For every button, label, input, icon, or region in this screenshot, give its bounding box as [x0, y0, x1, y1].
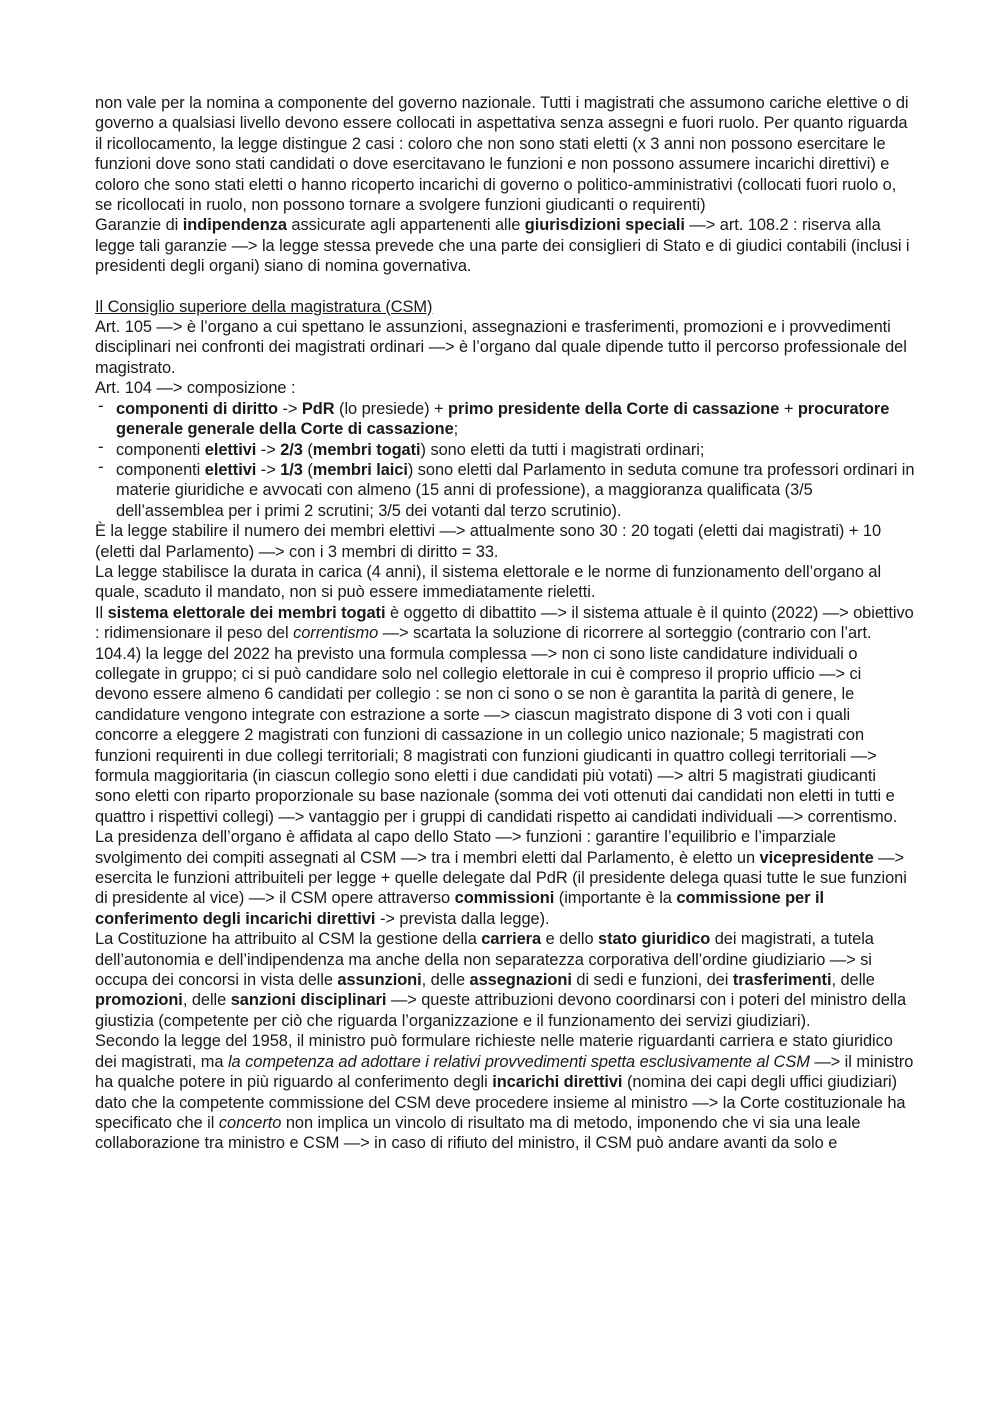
list-item — [95, 460, 915, 521]
paragraph — [95, 378, 915, 398]
bold-text: incarichi direttivi — [492, 1073, 623, 1092]
paragraph — [95, 521, 915, 562]
paragraph — [95, 215, 915, 276]
bold-text: primo presidente della Corte di cassazione — [448, 399, 780, 418]
bold-text: assunzioni — [337, 971, 422, 990]
text-run: ( — [302, 440, 313, 459]
text-run: , delle — [421, 971, 470, 990]
bold-text: promozioni — [95, 991, 183, 1010]
text-run: e dello — [541, 930, 599, 949]
text-run: , delle — [831, 971, 875, 990]
text-run: La Costituzione ha attribuito al CSM la gestione della — [95, 930, 482, 949]
bold-text: procuratore generale generale della Corte di cassazione — [116, 399, 890, 439]
text-run: Art. 104 —> composizione : — [95, 379, 296, 398]
bold-text: carriera — [481, 930, 542, 949]
bold-text: commissione per il conferimento degli incarichi direttivi — [95, 889, 824, 928]
text-run: , delle — [182, 991, 231, 1010]
italic-text: concerto — [218, 1113, 282, 1132]
paragraph — [95, 603, 915, 827]
bold-text: assegnazioni — [469, 971, 572, 990]
text-run: La legge stabilisce la durata in carica (4 anni), il sistema elettorale e le norme di funzionamento dell’organo al quale, scaduto il mandato, non si può essere immediatamente rieletti. — [95, 562, 882, 602]
text-run: (nomina dei capi degli uffici giudiziari) dato che la competente commissione del CSM deve procedere insieme al ministro —> la Corte costituzionale ha specificato che il — [95, 1073, 906, 1132]
italic-text: la competenza ad adottare i relativi provvedimenti spetta esclusivamente al CSM — [227, 1052, 810, 1071]
text-run: ) sono eletti da tutti i magistrati ordinari; — [420, 440, 705, 459]
text-run: -> prevista dalla legge). — [375, 909, 550, 928]
list-item — [95, 399, 915, 440]
text-run: (lo presiede) + — [334, 399, 449, 418]
bold-text: commissioni — [454, 889, 555, 908]
text-run: Garanzie di — [95, 216, 183, 235]
text-run: Il — [95, 603, 108, 622]
bold-text: 1/3 — [280, 460, 303, 479]
text-run: —> art. 108.2 : riserva alla legge tali garanzie —> la legge stessa prevede che una parte dei consiglieri di Stato e di giudici contabili (inclusi i presidenti degli organi) siano di nomina governativa. — [95, 216, 910, 276]
text-run: —> il ministro ha qualche potere in più riguardo al conferimento degli — [95, 1052, 914, 1092]
bold-text: vicepresidente — [759, 848, 874, 867]
bold-text: sanzioni disciplinari — [230, 991, 387, 1010]
text-run: ( — [302, 460, 313, 479]
bold-text: indipendenza — [182, 216, 287, 235]
text-run: componenti — [116, 440, 205, 459]
bold-text: 2/3 — [280, 440, 303, 459]
section-heading — [95, 297, 915, 317]
bold-text: stato giuridico — [598, 930, 711, 949]
list-item — [95, 440, 915, 460]
paragraph — [95, 827, 915, 929]
bold-text: membri laici — [312, 460, 408, 479]
text-run: (importante è la — [554, 889, 677, 908]
bullet-list — [95, 399, 915, 521]
text-run: + — [779, 399, 798, 418]
text-run: È la legge stabilire il numero dei membri elettivi —> attualmente sono 30 : 20 togati (eletti dai magistrati) + 10 (eletti dal Parlamento) —> con i 3 membri di diritto = 33. — [95, 522, 882, 561]
paragraph — [95, 562, 915, 603]
text-run: —> queste attribuzioni devono coordinarsi con i poteri del ministro della giustizia (competente per ciò che riguarda l’organizzazione e il funzionamento dei servizi giudiziari). — [95, 991, 907, 1030]
text-run: Art. 105 —> è l’organo a cui spettano le assunzioni, assegnazioni e trasferimenti, promozioni e i provvedimenti disciplinari nei confronti dei magistrati ordinari —> è l’organo dal quale dipende tutto il percorso professionale del magistrato. — [95, 318, 907, 377]
document-page — [95, 93, 915, 1154]
text-run: assicurate agli appartenenti alle — [286, 216, 525, 235]
bold-text: trasferimenti — [732, 971, 832, 990]
italic-text: correntismo — [293, 624, 379, 643]
bold-text: elettivi — [204, 440, 257, 459]
text-run: ) sono eletti dal Parlamento in seduta comune tra professori ordinari in materie giuridiche e avvocati con almeno (15 anni di professione), a maggioranza qualificata (3/5 dell’assemblea per i primi 2 scrutini; 3/5 dei votanti dal terzo scrutinio). — [116, 460, 915, 520]
paragraph — [95, 929, 915, 1031]
bold-text: sistema elettorale dei membri togati — [107, 603, 386, 622]
bold-text: membri togati — [312, 440, 421, 459]
text-run: è oggetto di dibattito —> il sistema attuale è il quinto (2022) —> obiettivo : ridimensionare il peso del — [95, 603, 914, 643]
paragraph — [95, 317, 915, 378]
bold-text: componenti di diritto — [116, 399, 278, 418]
text-run: Secondo la legge del 1958, il ministro può formulare richieste nelle materie riguardanti carriera e stato giuridico dei magistrati, ma — [95, 1032, 893, 1071]
text-run: di sedi e funzioni, dei — [571, 971, 733, 990]
bold-text: giurisdizioni speciali — [524, 216, 685, 235]
paragraph — [95, 1031, 915, 1153]
text-run: -> — [277, 399, 302, 418]
bold-text: elettivi — [204, 460, 257, 479]
text-run: -> — [256, 460, 281, 479]
text-run: La presidenza dell’organo è affidata al capo dello Stato —> funzioni : garantire l’equilibrio e l’imparziale svolgimento dei compiti assegnati al CSM —> tra i membri eletti dal Parlamento, è eletto un — [95, 828, 836, 867]
text-run: ; — [453, 420, 459, 439]
text-run: —> scartata la soluzione di ricorrere al sorteggio (contrario con l’art. 104.4) la legge del 2022 ha previsto una formula complessa —> non ci sono liste candidature individuali o collegate in gruppo; ci si può candidare solo nel collegio elettorale in cui è compreso il proprio ufficio —> ci devono essere almeno 6 candidati per collegio : se non ci sono o se non è garantita la parità di genere, le candidature vengono integrate con estrazione a sorte —> ciascun magistrato dispone di 3 voti con i quali concorre a eleggere 2 magistrati con funzioni di cassazione in un collegio unico nazionale; 5 magistrati con funzioni requirenti in due collegi territoriali; 8 magistrati con funzioni giudicanti in quattro collegi territoriali —> formula maggioritaria (in ciascun collegio sono eletti i due candidati più votati) —> altri 5 magistrati giudicanti sono eletti con riparto proporzionale su base nazionale (somma dei voti ottenuti dai candidati non eletti in tutti e quattro i rispettivi collegi) —> vantaggio per i gruppi di candidati rispetto ai candidati individuali —> correntismo. — [95, 624, 898, 826]
text-run: dei magistrati, a tutela dell’autonomia e dell’indipendenza ma anche della non separatezza corporativa dell’ordine giudiziario —> si occupa dei concorsi in vista delle — [95, 930, 874, 990]
text-run: componenti — [116, 460, 205, 479]
bold-text: PdR — [301, 399, 335, 418]
section-heading-text: Il Consiglio superiore della magistratura (CSM) — [95, 297, 433, 316]
paragraph — [95, 93, 915, 215]
text-run: —> esercita le funzioni attribuiteli per legge + quelle delegate dal PdR (il presidente delega quasi tutte le sue funzioni di presidente al vice) —> il CSM opere attraverso — [95, 848, 907, 908]
text-run: -> — [256, 440, 281, 459]
text-run: non implica un vincolo di risultato ma di metodo, imponendo che vi sia una leale collaborazione tra ministro e CSM —> in caso di rifiuto del ministro, il CSM può andare avanti da solo e — [95, 1113, 861, 1153]
text-run: non vale per la nomina a componente del governo nazionale. Tutti i magistrati che assumono cariche elettive o di governo a qualsiasi livello devono essere collocati in aspettativa senza assegni e fuori ruolo. Per quanto riguarda il ricollocamento, la legge distingue 2 casi : coloro che non sono stati eletti (x 3 anni non possono esercitare le funzioni dove sono stati candidati o dove esercitavano le funzioni e non possono assumere incarichi direttivi) e coloro che sono stati eletti o hanno ricoperto incarichi di governo o politico-amministrativi (collocati fuori ruolo o, se ricollocati in ruolo, non possono tornare a svolgere funzioni giudicanti o requirenti) — [95, 94, 909, 215]
